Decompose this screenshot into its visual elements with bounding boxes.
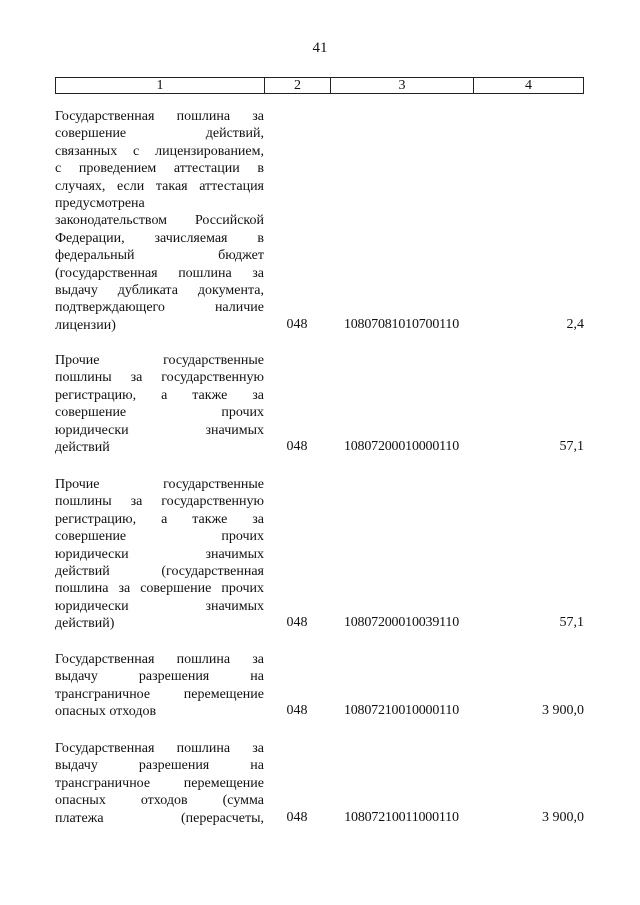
column-header-1: 1 xyxy=(56,78,265,93)
row-sum: 2,4 xyxy=(566,316,584,332)
row-sum: 3 900,0 xyxy=(542,809,584,825)
description-line: предусмотрена xyxy=(55,195,145,211)
description-line: опасных отходов xyxy=(55,704,157,720)
description-line: регистрацию, а также за xyxy=(55,511,264,527)
description-line: действий xyxy=(55,439,110,455)
description-line: юридически значимых xyxy=(55,422,264,438)
description-line: совершение действий, xyxy=(55,126,264,142)
column-header-2: 2 xyxy=(265,78,331,93)
table-header-row xyxy=(55,77,584,94)
description-line: случаях, если такая аттестация xyxy=(55,178,264,194)
description-line: подтверждающего наличие xyxy=(55,300,264,316)
description-line: трансграничное перемещение xyxy=(55,775,264,791)
description-line: Государственная пошлина за xyxy=(55,109,264,124)
row-sum: 3 900,0 xyxy=(542,703,584,719)
description-line: Государственная пошлина за xyxy=(55,741,264,756)
column-header-4: 4 xyxy=(525,78,532,93)
description-line: выдачу дубликата документа, xyxy=(55,282,264,298)
row-description xyxy=(55,108,264,334)
description-line: опасных отходов (сумма xyxy=(55,793,264,809)
description-line: Федерации, зачисляемая в xyxy=(55,230,264,246)
table-row xyxy=(55,740,584,832)
row-code: 048 xyxy=(286,703,308,719)
page-number: 41 xyxy=(312,40,328,56)
row-sum: 57,1 xyxy=(559,615,584,631)
table-row xyxy=(55,108,584,338)
row-description xyxy=(55,651,264,721)
row-kbk: 10807210011000110 xyxy=(344,809,459,825)
row-description xyxy=(55,352,264,456)
row-sum: 57,1 xyxy=(559,439,584,454)
description-line: действий) xyxy=(55,616,115,632)
description-line: Прочие государственные xyxy=(55,353,264,368)
column-header-3: 3 xyxy=(331,78,474,93)
row-kbk: 10807210010000110 xyxy=(343,703,460,719)
description-line: пошлины за государственную xyxy=(55,370,264,386)
table-row xyxy=(55,651,584,726)
description-line: юридически значимых xyxy=(55,598,264,614)
description-line: лицензии) xyxy=(55,317,116,333)
table-row xyxy=(55,352,584,462)
description-line: совершение прочих xyxy=(55,405,264,421)
description-line: трансграничное перемещение xyxy=(55,686,264,702)
description-line: совершение прочих xyxy=(55,529,264,545)
row-description xyxy=(55,476,264,633)
description-line: с проведением аттестации в xyxy=(55,161,264,177)
description-line: действий (государственная xyxy=(55,563,264,579)
row-kbk: 10807200010039110 xyxy=(343,615,460,631)
description-line: пошлина за совершение прочих xyxy=(55,581,264,597)
row-code: 048 xyxy=(286,809,308,825)
row-code: 048 xyxy=(286,615,308,631)
description-line: юридически значимых xyxy=(55,546,264,562)
description-line: законодательством Российской xyxy=(55,213,264,229)
row-kbk: 10807081010700110 xyxy=(343,316,460,332)
description-line: выдачу разрешения на xyxy=(55,758,264,774)
description-line: регистрацию, а также за xyxy=(55,387,264,403)
table-row xyxy=(55,476,584,636)
description-line: платежа (перерасчеты, xyxy=(55,810,264,826)
row-code: 048 xyxy=(286,439,308,454)
description-line: Государственная пошлина за xyxy=(55,652,264,667)
description-line: федеральный бюджет xyxy=(55,248,264,264)
row-description xyxy=(55,740,264,827)
description-line: связанных с лицензированием, xyxy=(55,143,264,159)
description-line: (государственная пошлина за xyxy=(55,265,264,281)
description-line: выдачу разрешения на xyxy=(55,669,264,685)
row-kbk: 10807200010000110 xyxy=(343,439,460,454)
description-line: пошлины за государственную xyxy=(55,494,264,510)
row-code: 048 xyxy=(286,316,308,332)
description-line: Прочие государственные xyxy=(55,477,264,492)
